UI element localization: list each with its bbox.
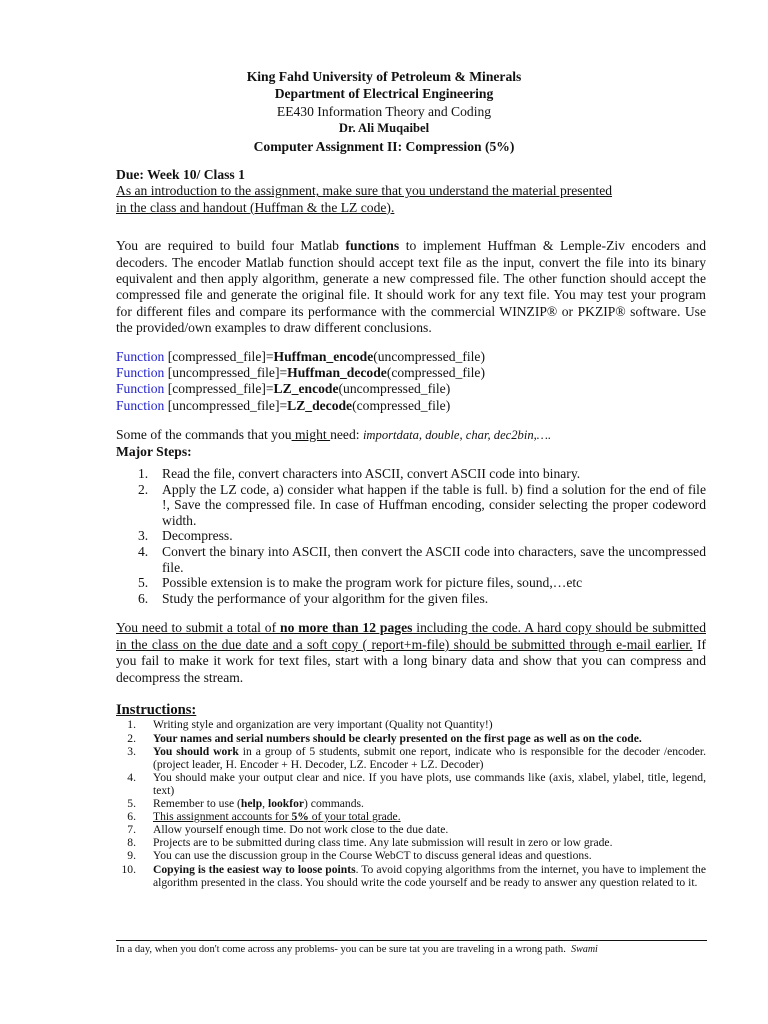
function-output: [uncompressed_file]= [164,365,288,381]
list-item-text: Read the file, convert characters into ASCII, convert ASCII code into binary. [162,466,581,482]
submission-underlined [116,620,706,651]
list-item-text: , [262,797,268,811]
requirement-text-start: You are required to build four Matlab [116,238,346,254]
function-name: LZ_encode [273,381,339,397]
function-output: [uncompressed_file]= [164,397,288,413]
function-list [116,349,706,415]
list-item-number: 7. [127,823,136,837]
list-item-number: 2. [138,481,149,497]
list-item-number: 6. [127,810,136,824]
function-signature [116,381,706,397]
list-item [116,810,706,823]
footer-quote [116,944,598,955]
list-item-text: This assignment accounts for [153,810,292,824]
list-item-text: of your total grade. [308,810,401,824]
function-signature [116,349,706,365]
list-item-text: Writing style and organization are very important (Quality not Quantity!) [153,718,493,732]
function-keyword: Function [116,381,165,397]
requirement-paragraph [116,238,706,336]
list-item-bold: You should work [153,744,239,758]
list-item-text: Possible extension is to make the program work for picture files, sound,…etc [162,575,583,591]
list-item-number: 6. [138,590,149,606]
list-item [116,466,706,482]
list-item-text: in a group of 5 students, submit one report, indicate who is responsible for the decoder /encoder. (project leader, H. Encoder + H. Decoder, LZ. Encoder + LZ. Decoder) [153,744,707,771]
list-item-text: Decompress. [162,528,233,544]
submission-text: You need to submit a total of [116,620,281,636]
footer-divider [116,940,707,941]
list-item [116,732,706,745]
list-item-text: . To avoid copying algorithms from the internet, you have to implement the algorithm presented in the class. You should write the code yourself and be ready to answer any question related to it. [153,862,706,889]
commands-text: Some of the commands that you [116,427,292,443]
list-item-number: 1. [138,466,149,482]
commands-list: importdata, double, char, dec2bin,…. [362,428,552,443]
list-item-text: Apply the LZ code, a) consider what happen if the table is full. b) find a solution for the end of file !, Save the compressed file. In case of Huffman encoding, consider selecting the proper codeword width. [162,481,706,528]
major-steps-title: Major Steps: [116,443,192,459]
requirement-text-end: to implement Huffman & Lemple-Ziv encoders and decoders. The encoder Matlab function should accept text file as the input, convert the file into its binary equivalent and then apply algorithm, generate a new compressed file. The other function should accept the compressed file and generate the original file. It should work for any text file. You may test your program for different files and compare its performance with the commercial WINZIP® or PKZIP® software. Use the provided/own examples to draw different conclusions. [116,238,707,336]
list-item-number: 10. [121,862,136,876]
list-item [116,836,706,849]
list-item [116,797,706,810]
list-item-number: 3. [127,744,136,758]
submission-text-rest: If you fail to make it work for text files, start with a long binary data and show that you can compress and decompress the stream. [116,636,706,685]
list-item-number: 5. [127,797,136,811]
function-args: (compressed_file) [352,397,451,413]
list-item-text: You should make your output clear and nice. If you have plots, use commands like (axis, xlabel, ylabel, title, legend, text) [153,770,706,797]
list-item [116,745,706,771]
list-item-text: Allow yourself enough time. Do not work close to the due date. [153,823,449,837]
help-command: help [240,797,263,811]
commands-underlined: might [291,427,331,443]
list-item-text: Study the performance of your algorithm for the given files. [162,590,489,606]
list-item [116,771,706,797]
function-name: Huffman_decode [287,365,387,381]
submission-paragraph [116,620,706,686]
instructions-title: Instructions: [116,702,197,719]
list-item-text: You can use the discussion group in the Course WebCT to discuss general ideas and questions. [153,849,592,863]
department-name: Department of Electrical Engineering [274,86,494,102]
assignment-title: Computer Assignment II: Compression (5%) [253,138,515,154]
list-item-number: 8. [127,836,136,850]
list-item [116,528,706,544]
list-item [116,575,706,591]
list-item-number: 4. [127,770,136,784]
quote-author: Swami [571,944,598,955]
intro-paragraph: As an introduction to the assignment, make sure that you understand the material presented in the class and handout (Huffman & the LZ code). [116,183,613,215]
major-steps-list [116,466,706,606]
submission-text-2: including the code. A hard copy should be submitted in the class on the due date and a soft copy ( report+m-file) should be submitted through e-mail earlier. [116,620,706,652]
instructor-name: Dr. Ali Muqaibel [338,121,430,136]
instructions-list [116,718,706,888]
commands-text-after: need: [330,427,363,443]
function-signature [116,365,706,381]
list-item [116,482,706,529]
function-args: (uncompressed_file) [338,381,451,397]
list-item [116,823,706,836]
list-item-number: 9. [127,849,136,863]
list-item-number: 4. [138,544,149,560]
function-output: [compressed_file]= [164,348,274,364]
list-item-bold: Copying is the easiest way to loose points [153,862,356,876]
list-item [116,863,706,889]
list-item-text: Remember to use ( [153,797,241,811]
list-item-text: Convert the binary into ASCII, then convert the ASCII code into characters, save the uncompressed file. [162,544,706,575]
course-title: EE430 Information Theory and Coding [276,103,492,119]
function-keyword: Function [116,397,165,413]
requirement-bold: functions [345,238,400,254]
list-item [116,718,706,731]
commands-line [116,427,706,443]
grade-weight: 5% [291,810,309,824]
quote-text: In a day, when you don't come across any problems- you can be sure tat you are traveling in a wrong path. [116,944,566,955]
function-args: (compressed_file) [386,365,485,381]
list-item-number: 5. [138,575,149,591]
lookfor-command: lookfor [267,797,305,811]
function-signature [116,398,706,414]
function-output: [compressed_file]= [164,381,274,397]
due-date: Due: Week 10/ Class 1 [116,167,245,182]
function-name: Huffman_encode [273,348,374,364]
function-args: (uncompressed_file) [373,348,485,364]
list-item [116,544,706,575]
list-item-number: 2. [127,731,136,745]
function-keyword: Function [116,348,165,364]
submission-page-limit: no more than 12 pages [280,620,413,636]
university-name: King Fahd University of Petroleum & Minerals [246,69,522,84]
list-item-number: 1. [127,718,136,732]
function-name: LZ_decode [287,397,353,413]
list-item-bold: Your names and serial numbers should be clearly presented on the first page as well as on the code. [153,731,642,745]
grade-weight-underlined [153,810,401,823]
list-item-text: Projects are to be submitted during class time. Any late submission will result in zero or low grade. [153,836,613,850]
list-item [116,849,706,862]
list-item-text: ) commands. [304,797,364,811]
list-item [116,591,706,607]
list-item-number: 3. [138,528,149,544]
document-body [116,167,706,889]
function-keyword: Function [116,365,165,381]
document-header [0,68,768,155]
